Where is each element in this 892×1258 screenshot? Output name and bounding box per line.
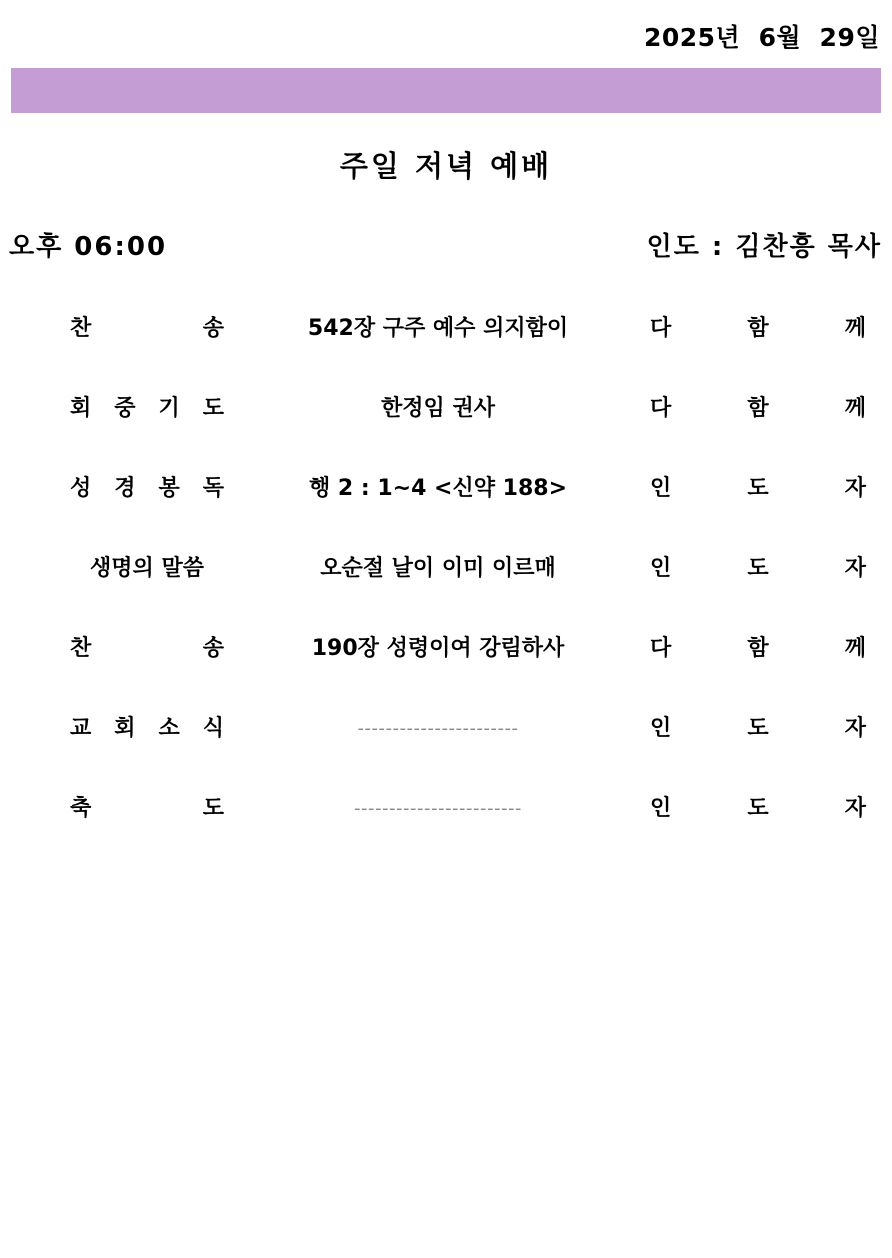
order-label	[70, 309, 224, 349]
order-label-char: 성	[70, 476, 92, 501]
order-responsible-char: 인	[650, 556, 672, 581]
order-label-text: 생명의 말씀	[90, 556, 204, 581]
order-content: 542장 구주 예수 의지함이	[307, 316, 569, 341]
order-content: 한정임 권사	[381, 396, 495, 421]
order-responsible-char: 다	[650, 316, 672, 341]
order-responsible-char: 께	[844, 636, 866, 661]
header-band	[11, 68, 881, 113]
order-label-char: 도	[202, 796, 224, 821]
order-label-char: 찬	[70, 316, 92, 341]
order-label-char: 기	[158, 396, 180, 421]
order-responsible	[650, 629, 866, 669]
order-label-char: 송	[202, 316, 224, 341]
order-responsible	[650, 389, 866, 429]
order-label	[70, 389, 224, 429]
order-responsible-char: 다	[650, 396, 672, 421]
order-label-char: 중	[114, 396, 136, 421]
order-label-char: 경	[114, 476, 136, 501]
order-label	[70, 469, 224, 509]
order-responsible-char: 께	[844, 396, 866, 421]
order-responsible-char: 도	[747, 476, 769, 501]
order-responsible-char: 인	[650, 796, 672, 821]
order-label	[70, 709, 224, 749]
order-responsible	[650, 309, 866, 349]
order-label-char: 송	[202, 636, 224, 661]
service-leader: 인도 : 김찬흥 목사	[646, 232, 882, 262]
order-content: 행 2 : 1~4 <신약 188>	[309, 476, 567, 501]
order-label-char: 식	[202, 716, 224, 741]
order-responsible	[650, 709, 866, 749]
order-label-char: 독	[202, 476, 224, 501]
order-responsible	[650, 549, 866, 589]
order-responsible-char: 자	[844, 796, 866, 821]
order-label-char: 교	[70, 716, 92, 741]
order-responsible-char: 자	[844, 716, 866, 741]
order-content: -----------------------	[357, 718, 519, 739]
bulletin-date: 2025년 6월 29일	[643, 23, 880, 52]
order-label-char: 도	[202, 396, 224, 421]
order-responsible-char: 인	[650, 476, 672, 501]
order-label-char: 소	[158, 716, 180, 741]
order-responsible-char: 자	[844, 476, 866, 501]
service-title: 주일 저녁 예배	[339, 149, 553, 183]
order-responsible-char: 도	[747, 556, 769, 581]
order-label	[70, 549, 224, 589]
order-label	[70, 629, 224, 669]
order-responsible	[650, 469, 866, 509]
order-responsible-char: 도	[747, 716, 769, 741]
order-row	[0, 629, 892, 709]
order-row	[0, 389, 892, 469]
order-content: ------------------------	[354, 798, 522, 819]
order-of-worship	[0, 309, 892, 869]
order-responsible-char: 함	[747, 396, 769, 421]
order-label-char: 봉	[158, 476, 180, 501]
order-responsible-char: 자	[844, 556, 866, 581]
order-label	[70, 789, 224, 829]
order-responsible-char: 께	[844, 316, 866, 341]
order-label-char: 회	[70, 396, 92, 421]
order-row	[0, 789, 892, 869]
order-responsible-char: 함	[747, 636, 769, 661]
order-label-char: 회	[114, 716, 136, 741]
order-responsible-char: 함	[747, 316, 769, 341]
order-row	[0, 469, 892, 549]
order-label-char: 찬	[70, 636, 92, 661]
order-content: 190장 성령이여 강림하사	[311, 636, 565, 661]
order-row	[0, 709, 892, 789]
order-row	[0, 309, 892, 389]
order-row	[0, 549, 892, 629]
order-label-char: 축	[70, 796, 92, 821]
order-responsible-char: 다	[650, 636, 672, 661]
order-content: 오순절 날이 이미 이르매	[320, 556, 556, 581]
order-responsible	[650, 789, 866, 829]
service-time: 오후 06:00	[9, 232, 168, 262]
order-responsible-char: 도	[747, 796, 769, 821]
order-responsible-char: 인	[650, 716, 672, 741]
